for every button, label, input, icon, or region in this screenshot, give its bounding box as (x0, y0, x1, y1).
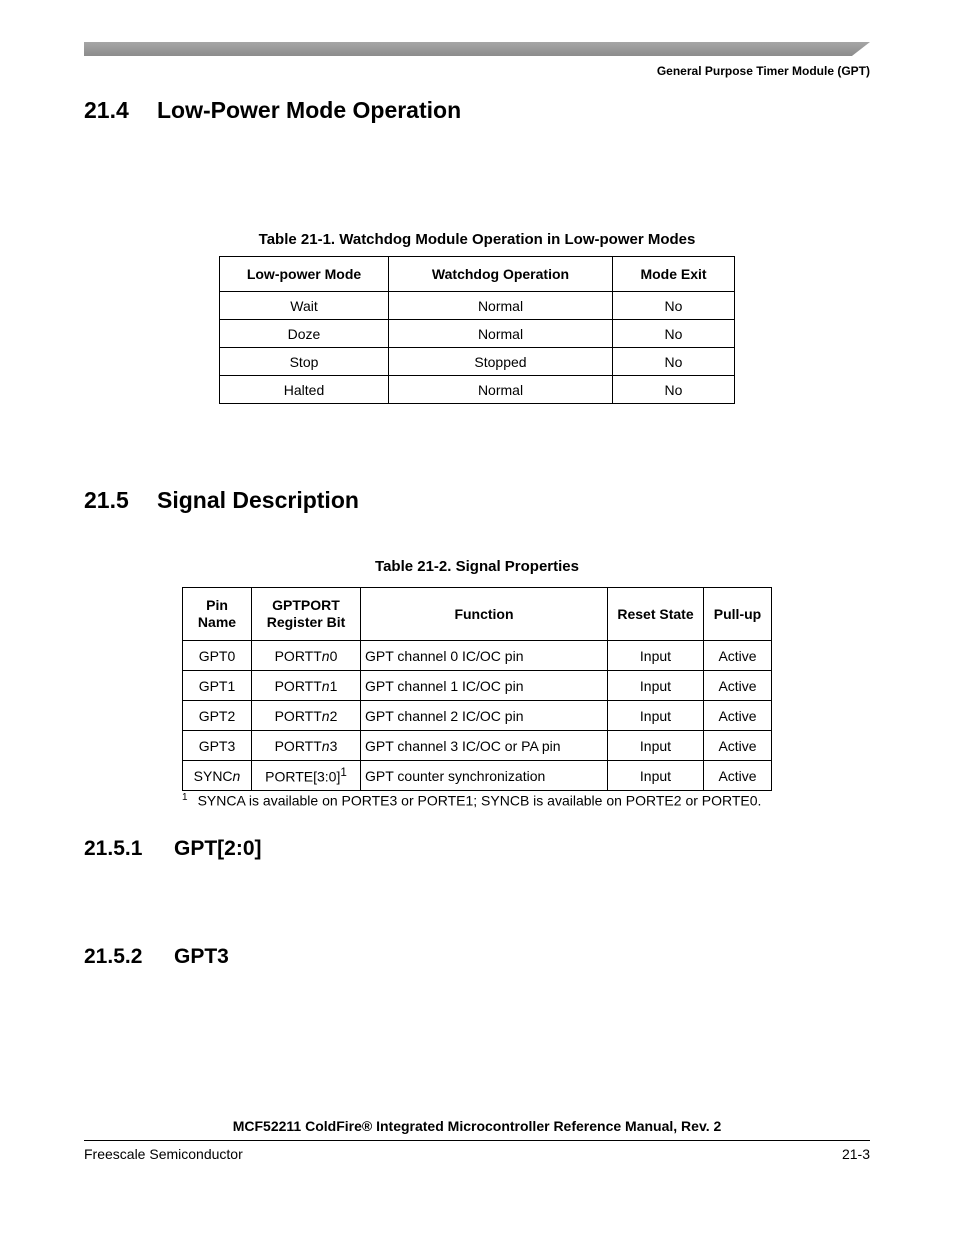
table-row (183, 671, 772, 701)
section-title: Low-Power Mode Operation (157, 97, 462, 123)
reg-text: PORTE[3:0] (265, 768, 341, 785)
column-header-pin-name (183, 588, 252, 641)
reg-prefix: PORTT (274, 707, 322, 724)
section-21-5-1-heading (84, 837, 262, 861)
table-21-1-caption: Table 21-1. Watchdog Module Operation in Low-power Modes (258, 231, 696, 248)
column-header-register-bit (252, 588, 361, 641)
reset-state-cell: Input (608, 641, 704, 671)
table-cell: Wait (220, 292, 389, 320)
pull-up-cell: Active (704, 641, 772, 671)
section-title: Signal Description (157, 487, 359, 513)
function-cell: GPT channel 0 IC/OC pin (361, 641, 608, 671)
table-cell: Halted (220, 376, 389, 404)
register-bit-cell (252, 671, 361, 701)
header-bar (84, 42, 870, 56)
reg-suffix: 0 (329, 647, 338, 664)
section-21-5-heading (84, 487, 359, 514)
table-header-row (220, 257, 735, 292)
reg-suffix: 3 (329, 737, 338, 754)
section-number: 21.5.1 (84, 837, 143, 860)
footer-rule (84, 1140, 870, 1141)
register-bit-cell (252, 761, 361, 791)
table-row (183, 731, 772, 761)
reset-state-cell: Input (608, 761, 704, 791)
header-line: Register Bit (266, 614, 346, 630)
pin-name-cell: GPT1 (183, 671, 252, 701)
pin-name-cell: GPT0 (183, 641, 252, 671)
table-21-2-caption: Table 21-2. Signal Properties (375, 558, 579, 575)
column-header: Low-power Mode (220, 257, 389, 292)
section-title: GPT[2:0] (174, 837, 262, 860)
table-21-1 (219, 256, 735, 404)
section-title: GPT3 (174, 945, 229, 968)
pin-italic: n (232, 767, 241, 784)
reg-prefix: PORTT (274, 677, 322, 694)
header-line: Pin (206, 597, 228, 613)
pull-up-cell: Active (704, 731, 772, 761)
pin-name-cell: GPT3 (183, 731, 252, 761)
column-header-function: Function (361, 588, 608, 641)
section-number: 21.4 (84, 97, 129, 123)
table-cell: Normal (389, 376, 613, 404)
table-21-2 (182, 587, 772, 791)
register-bit-cell (252, 641, 361, 671)
pin-name-cell: GPT2 (183, 701, 252, 731)
reg-prefix: PORTT (274, 647, 322, 664)
table-header-row (183, 588, 772, 641)
table-row (220, 292, 735, 320)
reg-italic: n (321, 707, 330, 724)
section-21-5-2-heading (84, 945, 229, 969)
reg-suffix: 2 (329, 707, 338, 724)
function-cell: GPT channel 2 IC/OC pin (361, 701, 608, 731)
reset-state-cell: Input (608, 671, 704, 701)
reg-prefix: PORTT (274, 737, 322, 754)
footer-page-number: 21-3 (841, 1146, 870, 1162)
column-header-pull-up: Pull-up (704, 588, 772, 641)
reg-italic: n (321, 677, 330, 694)
function-cell: GPT channel 1 IC/OC pin (361, 671, 608, 701)
table-cell: Doze (220, 320, 389, 348)
table-row (220, 376, 735, 404)
table-row (220, 348, 735, 376)
pin-prefix: SYNC (193, 767, 233, 784)
reset-state-cell: Input (608, 731, 704, 761)
reset-state-cell: Input (608, 701, 704, 731)
function-cell: GPT channel 3 IC/OC or PA pin (361, 731, 608, 761)
section-number: 21.5 (84, 487, 129, 513)
table-cell: No (613, 292, 735, 320)
column-header: Watchdog Operation (389, 257, 613, 292)
table-cell: No (613, 320, 735, 348)
section-21-4-heading (84, 97, 461, 124)
register-bit-cell (252, 701, 361, 731)
footnote-text: SYNCA is available on PORTE3 or PORTE1; SYNCB is available on PORTE2 or PORTE0. (197, 792, 762, 809)
column-header: Mode Exit (613, 257, 735, 292)
table-cell: No (613, 348, 735, 376)
table-row (220, 320, 735, 348)
table-cell: No (613, 376, 735, 404)
pin-name-cell (183, 761, 252, 791)
running-head: General Purpose Timer Module (GPT) (656, 64, 870, 78)
section-number: 21.5.2 (84, 945, 143, 968)
pull-up-cell: Active (704, 701, 772, 731)
reg-italic: n (321, 647, 330, 664)
table-row (183, 641, 772, 671)
table-footnote (182, 792, 761, 809)
table-row (183, 761, 772, 791)
table-cell: Normal (389, 292, 613, 320)
header-line: GPTPORT (272, 597, 340, 613)
pull-up-cell: Active (704, 761, 772, 791)
pull-up-cell: Active (704, 671, 772, 701)
reg-suffix: 1 (329, 677, 338, 694)
table-cell: Stopped (389, 348, 613, 376)
footer-manual-title: MCF52211 ColdFire® Integrated Microcontroller Reference Manual, Rev. 2 (232, 1118, 722, 1134)
footnote-marker: 1 (182, 792, 188, 803)
column-header-reset-state: Reset State (608, 588, 704, 641)
table-cell: Stop (220, 348, 389, 376)
header-line: Name (197, 614, 237, 630)
table-cell: Normal (389, 320, 613, 348)
table-row (183, 701, 772, 731)
footer-company: Freescale Semiconductor (84, 1146, 243, 1162)
footnote-ref: 1 (340, 766, 347, 780)
reg-italic: n (321, 737, 330, 754)
function-cell: GPT counter synchronization (361, 761, 608, 791)
register-bit-cell (252, 731, 361, 761)
